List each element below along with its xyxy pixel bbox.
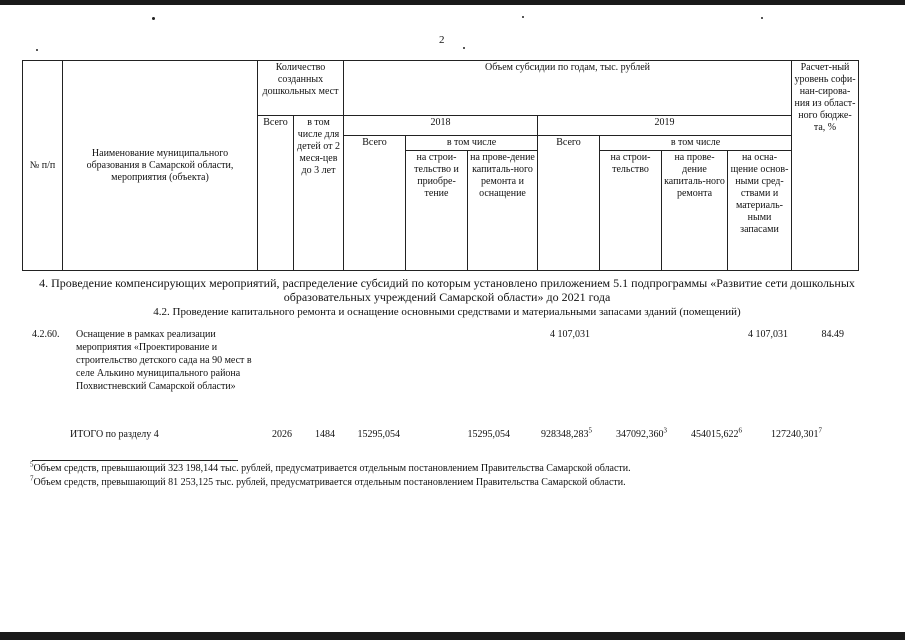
section-title: 4. Проведение компенсирующих мероприятий, распределение субсидий по которым установлено приложением 5.1 подпрограммы «Развитие сети дошкольных образовательных учреждений Самарской области» до 2021 года [39, 276, 855, 304]
subsidy-table-header [22, 60, 859, 271]
scan-speck [36, 49, 38, 51]
total-label: ИТОГО по разделу 4 [70, 429, 159, 440]
header-total-2019: Всего [538, 136, 600, 271]
total-construction-2019: 347092,360$^3$ [616, 426, 667, 440]
total-places: 2026 [272, 429, 292, 440]
row-total-2019: 4 107,031 [550, 329, 590, 340]
header-name: Наименование муниципального образования в Самарской области, мероприятия (объекта) [63, 61, 258, 271]
footnote-ref: 7 [818, 426, 822, 435]
scan-bottom-border [0, 632, 905, 640]
scan-speck [761, 17, 763, 19]
header-total-2018: Всего [344, 136, 406, 271]
footnote [30, 460, 631, 475]
header-repair-2018: на прове-дение капиталь-ного ремонта и оснащение [468, 151, 538, 271]
footnote-ref: 3 [663, 426, 667, 435]
scan-speck [463, 47, 465, 49]
row-number: 4.2.60. [32, 329, 60, 340]
header-construction-2019: на строи-тельство [600, 151, 662, 271]
footnote-separator [32, 460, 238, 461]
page-number: 2 [439, 34, 445, 46]
total-repair-2019: 454015,622$^6$ [691, 426, 742, 440]
scan-speck [152, 17, 155, 20]
header-construction-2018: на строи-тельство и приобре-тение [406, 151, 468, 271]
header-year-2018: 2018 [344, 116, 538, 136]
scan-top-border [0, 0, 905, 5]
row-cofinancing-rate: 84.49 [821, 329, 844, 340]
footnote [30, 474, 626, 489]
header-places-group: Количество созданных дошкольных мест [258, 61, 344, 116]
footnote-mark: 5 [30, 460, 34, 469]
total-2019: 928348,283$^5$ [541, 426, 592, 440]
total-places-under3: 1484 [315, 429, 335, 440]
row-event-name: Оснащение в рамках реализации мероприятия «Проектирование и строительство детского сада на 90 мест в селе Алькино муниципального района Похвистневский Самарской области» [76, 329, 252, 392]
header-num: № п/п [23, 61, 63, 271]
footnote-ref: 5 [588, 426, 592, 435]
header-equipment-2019: на осна-щение основ-ными сред-ствами и материаль-ными запасами [728, 151, 792, 271]
header-including-2019: в том числе [600, 136, 792, 151]
footnote-text: Объем средств, превышающий 81 253,125 тыс. рублей, предусматривается отдельным постановлением Правительства Самарской области. [33, 477, 626, 488]
footnote-text: Объем средств, превышающий 323 198,144 тыс. рублей, предусматривается отдельным постановлением Правительства Самарской области. [33, 463, 631, 474]
header-cofinancing-rate: Расчет-ный уровень софи-нан-сирова-ния из област-ного бюдже-та, % [792, 61, 859, 271]
header-places-total: Всего [258, 116, 294, 271]
header-including-2018: в том числе [406, 136, 538, 151]
header-subsidy-group: Объем субсидии по годам, тыс. рублей [344, 61, 792, 116]
total-2018: 15295,054 [357, 429, 400, 440]
header-places-under3: в том числе для детей от 2 меся-цев до 3 лет [294, 116, 344, 271]
row-equipment-2019: 4 107,031 [748, 329, 788, 340]
header-year-2019: 2019 [538, 116, 792, 136]
footnote-mark: 7 [30, 474, 34, 483]
scan-speck [522, 16, 524, 18]
total-equipment-2019: 127240,301$^7$ [771, 426, 822, 440]
total-repair-2018: 15295,054 [467, 429, 510, 440]
footnote-ref: 6 [738, 426, 742, 435]
header-repair-2019: на прове-дение капиталь-ного ремонта [662, 151, 728, 271]
subsection-title: 4.2. Проведение капитального ремонта и оснащение основными средствами и материальными запасами зданий (помещений) [153, 306, 741, 318]
